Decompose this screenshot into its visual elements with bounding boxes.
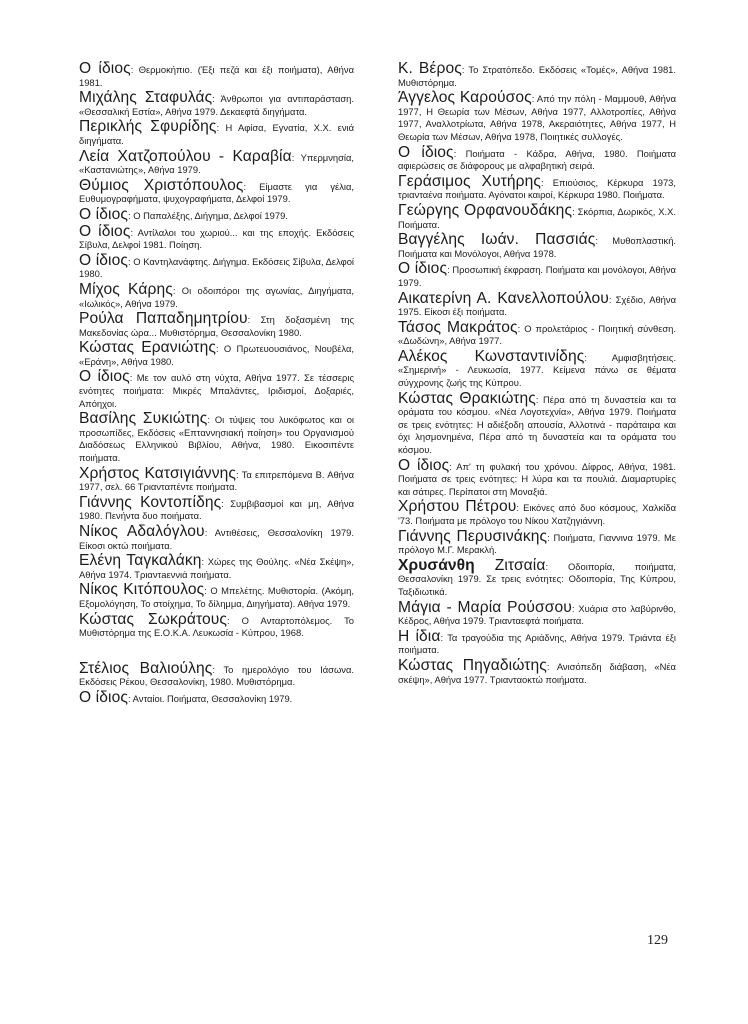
bibliography-entry: Ο ίδιος: Ανταίοι. Ποιήματα, Θεσσαλονίκη 1979.: [79, 688, 293, 706]
author-name: Αικατερίνη Α. Κανελλοπούλου: [398, 289, 609, 307]
bibliography-entry: Κώστας Σωκράτους: Ο Ανταρτοπόλεμος. Το Μυθιστόρημα της Ε.Ο.Κ.Α. Λευκωσία - Κύπρου, 1968.: [79, 610, 354, 639]
author-name: Θύμιος Χριστόπουλος: [79, 176, 244, 194]
bibliography-entry: Ρούλα Παπαδημητρίου: Στη δοξασμένη της Μακεδονίας ώρα... Μυθιστόρημα, Θεσσαλονίκη 1980.: [79, 310, 354, 338]
entry-description: Ανισόπεδη διάβαση, «Νέα σκέψη», Αθήνα 1977. Τριανταοκτώ ποιήματα.: [398, 660, 676, 685]
author-name: Ο ίδιος: [398, 260, 448, 278]
author-name: Μίχος Κάρης: [79, 280, 173, 298]
entry-description: Συμβιβασμοί και μη, Αθήνα 1980. Πενήντα δυο ποιήματα.: [79, 497, 354, 522]
author-name: Ο ίδιος: [79, 251, 129, 269]
bibliography-entry: Αλέκος Κωνσταντινίδης: Αμφισβητήσεις. «Σημερινή» - Λευκωσία, 1977. Κείμενα πάνω σε θέματα σύγχρονης ζωής της Κύπρου.: [398, 347, 676, 389]
entry-description: Χώρες της Θούλης. «Νέα Σκέψη», Αθήνα 1974. Τριαντaεννιά ποιήματα.: [79, 556, 354, 580]
author-name: Άγγελος Καρούσος: [398, 89, 532, 107]
entry-description: Το Στρατόπεδο. Εκδόσεις «Τομές», Αθήνα 1981. Μυθιστόρημα.: [398, 64, 676, 88]
entry-description: Είμαστε για γέλια, Ευθυμογραφήματα, ψυχογραφήματα, Δελφοί 1979.: [79, 180, 354, 205]
entry-description: Ο προλετάριος - Ποιητική σύνθεση. «Δωδώνη», Αθήνα 1977.: [398, 322, 676, 347]
bibliography-entry: Κώστας Πηγαδιώτης: Ανισόπεδη διάβαση, «Νέα σκέψη», Αθήνα 1977. Τριανταοκτώ ποιήματα.: [398, 656, 676, 685]
author-name: Μάγια - Μαρία Ρούσσου: [398, 598, 572, 616]
bibliography-entry: Λεία Χατζοπούλου - Καραβία: Υπερμνησία, «Καστανιώτης», Αθήνα 1979.: [79, 147, 354, 176]
bibliography-entry: Ο ίδιος: Απ' τη φυλακή του χρόνου. Δίφρος, Αθήνα, 1981. Ποιήματα σε τρεις ενότητες: Η λύρα και τα πουλιά. Διαμαρτυρίες και σάτιρες. Περίπατοι στη Μοναξιά.: [398, 456, 676, 497]
author-name: Περικλής Σφυρίδης: [79, 118, 217, 136]
bibliography-entry: Τάσος Μακράτος: Ο προλετάριος - Ποιητική σύνθεση. «Δωδώνη», Αθήνα 1977.: [398, 318, 676, 347]
bibliography-entry: Κώστας Ερανιώτης: Ο Πρωτευουσιάνος, Νουβέλα, «Εράνη», Αθήνα 1980.: [79, 339, 354, 367]
bibliography-entry: Βασίλης Συκιώτης: Οι τύψεις του λυκόφωτος και οι προσωπίδες, Εκδόσεις «Επταννησιακή ποίηση» του Οργανισμού Διαδόσεως Ελληνικού Βιβλίου, Αθήνα, 1980. Εικοσιπέντε ποιήματα.: [79, 410, 354, 464]
entry-description: Ο Παπαλέξης, Διήγημα, Δελφοί 1979.: [133, 209, 288, 221]
bibliography-entry: Χρήστος Κατσιγιάννης: Τα επιτρεπόμενα Β. Αθήνα 1977, σελ. 66 Τριανταπέντε ποιήματα.: [79, 464, 355, 493]
author-name: Γεώργης Ορφανουδάκης: [398, 201, 573, 219]
author-name: Ελένη Ταγκαλάκη: [79, 552, 202, 570]
author-name: Ο ίδιος: [79, 368, 130, 386]
author-name: Ο ίδιος: [398, 143, 454, 161]
author-name: Χρήστος Κατσιγιάννης: [79, 464, 236, 482]
bibliography-entry: Ο ίδιος: Ο Παπαλέξης, Διήγημα, Δελφοί 1979.: [79, 205, 288, 223]
author-name: Ο ίδιος: [79, 205, 128, 223]
bibliography-entry: Ελένη Ταγκαλάκη: Χώρες της Θούλης. «Νέα Σκέψη», Αθήνα 1974. Τριαντaεννιά ποιήματα.: [79, 552, 354, 580]
bibliography-entry: Ο ίδιος: Προσωπική έκφραση. Ποιήματα και μονόλογοι, Αθήνα 1979.: [398, 260, 676, 288]
author-name: Ρούλα Παπαδημητρίου: [79, 310, 248, 328]
bibliography-entry: Στέλιος Βαλιούλης: Το ημερολόγιο του Ιάσωνα. Εκδόσεις Ρέκου, Θεσσαλονίκη, 1980. Μυθιστόρημα.: [79, 659, 354, 688]
bibliography-entry: Μιχάλης Σταφυλάς: Άνθρωποι για αντιπαράσταση. «Θεσσαλική Εστία», Αθήνα 1979. Δεκαεφτά διηγήματα.: [79, 89, 354, 117]
entry-description: Τα τραγούδια της Αριάδνης, Αθήνα 1979. Τριάντα έξι ποιήματα.: [398, 631, 676, 656]
author-name: Βασίλης Συκιώτης: [79, 410, 208, 428]
bibliography-entry: Θύμιος Χριστόπουλος: Είμαστε για γέλια, Ευθυμογραφήματα, ψυχογραφήματα, Δελφοί 1979.: [79, 176, 354, 205]
author-name: Ο ίδιος: [79, 222, 131, 240]
bibliography-entry: Ο ίδιος: Με τον αυλό στη νύχτα, Αθήνα 1977. Σε τέσσερις ενότητες ποιήματα: Μικρές Μπαλάντες, Ιριδισμοί, Δοξαριές, Απόηχοι.: [79, 368, 354, 409]
bibliography-entry: Κώστας Θρακιώτης: Πέρα από τη δυναστεία και τα οράματα του κόσμου. «Νέα Λογοτεχνία», Αθήνα 1979. Ποιήματα σε τρεις ενότητες: Η αδιέξοδη απουσία, Αλλοτινά - παράταιρα και όχι λησμονημένα, Πέρα από τη δυναστεία και τα οράματα του κόσμου.: [398, 389, 676, 456]
bibliography-entry: Γιάννης Περυσινάκης: Ποιήματα, Γιαννινα 1979. Με πρόλογο Μ.Γ. Μερακλή.: [398, 527, 676, 556]
bibliography-entry: Ο ίδιος: Θερμοκήπιο. (Έξι πεζά και έξι ποιήματα), Αθήνα 1981.: [79, 60, 355, 88]
author-name: Χρήστου Πέτρου: [398, 498, 517, 516]
bibliography-entry: Ο ίδιος: Αντίλαλοι του χωριού... και της εποχής. Εκδόσεις Σίβυλα, Δελφοί 1981. Ποίηση.: [79, 222, 354, 251]
bibliography-entry: Βαγγέλης Ιωάν. Πασσιάς: Μυθοπλαστική. Ποιήματα και Μονόλογοι, Αθήνα 1978.: [398, 231, 677, 259]
entry-description: Τα επιτρεπόμενα Β. Αθήνα 1977, σελ. 66 Τριανταπέντε ποιήματα.: [79, 468, 355, 493]
author-name: Μιχάλης Σταφυλάς: [79, 89, 213, 107]
entry-description: Ο Μπελέτης. Μυθιστορία. (Ακόμη, Εξομολόγηση, Το στοίχημα, Το δίλημμα, Διηγήματα). Αθήνα 1979.: [79, 585, 354, 609]
entry-description: Ανταίοι. Ποιήματα, Θεσσαλονίκη 1979.: [132, 692, 293, 704]
author-name: Κώστας Πηγαδιώτης: [398, 656, 547, 674]
author-name: Γεράσιμος Χυτήρης: [398, 172, 542, 190]
entry-description: Εικόνες από δυο κόσμους, Χαλκίδα '73. Ποιήματα με πρόλογο του Νίκου Χατζηγιάννη.: [398, 502, 676, 526]
entry-description: Οι τύψεις του λυκόφωτος και οι προσωπίδες, Εκδόσεις «Επταννησιακή ποίηση» του Οργανισμού Διαδόσεως Ελληνικού Βιβλίου, Αθήνα, 1980. Εικοσιπέντε ποιήματα.: [79, 414, 354, 464]
author-last-name: Ζιτσαία: [494, 556, 546, 574]
bibliography-entry: Κ. Βέρος: Το Στρατόπεδο. Εκδόσεις «Τομές», Αθήνα 1981. Μυθιστόρημα.: [398, 60, 676, 88]
author-name: Νίκος Κιτόπουλος: [79, 581, 205, 599]
author-name: Κώστας Θρακιώτης: [398, 389, 536, 407]
right-column: [398, 62, 676, 688]
bibliography-entry: Μίχος Κάρης: Οι οδοιπόροι της αγωνίας, Διηγήματα, «Ιωλικός», Αθήνα 1979.: [79, 280, 355, 309]
entry-description: Στη δοξασμένη της Μακεδονίας ώρα... Μυθιστόρημα, Θεσσαλονίκη 1980.: [79, 314, 354, 338]
entry-description: Χυάρια στο λαβύρινθο, Κέδρος, Αθήνα 1979. Τριανταεφτά ποιήματα.: [398, 602, 676, 627]
entry-description: Αντίλαλοι του χωριού... και της εποχής. Εκδόσεις Σίβυλα, Δελφοί 1981. Ποίηση.: [79, 226, 354, 251]
bibliography-entry: Γεώργης Ορφανουδάκης: Σκόρπια, Δωρικός, Χ.Χ. Ποιήματα.: [398, 201, 676, 230]
entry-description: Πέρα από τη δυναστεία και τα οράματα του κόσμου. «Νέα Λογοτεχνία», Αθήνα 1979. Ποιήματα σε τρεις ενότητες: Η αδιέξοδη απουσία, Αλλοτινά - παράταιρα και όχι λησμονημένα, Πέρα από τη δυναστεία και τα οράματα του κόσμου.: [398, 393, 676, 456]
entry-description: Υπερμνησία, «Καστανιώτης», Αθήνα 1979.: [79, 151, 354, 176]
bibliography-entry: Γιάννης Κοντοπίδης: Συμβιβασμοί και μη, Αθήνα 1980. Πενήντα δυο ποιήματα.: [79, 493, 354, 522]
entry-description: Επιούσιος, Κέρκυρα 1973, τριανταένα ποιήματα. Αγόνατοι καιροί, Κέρκυρα 1980. Ποιήματα.: [398, 176, 676, 201]
entry-description: Θερμοκήπιο. (Έξι πεζά και έξι ποιήματα), Αθήνα 1981.: [79, 64, 355, 88]
bibliography-entry: Γεράσιμος Χυτήρης: Επιούσιος, Κέρκυρα 1973, τριανταένα ποιήματα. Αγόνατοι καιροί, Κέρκυρα 1980. Ποιήματα.: [398, 172, 676, 201]
entry-description: Ποιήματα, Γιαννινα 1979. Με πρόλογο Μ.Γ. Μερακλή.: [398, 531, 676, 556]
bibliography-entry: Ο ίδιος: Ο Καντηλανάφτης. Διήγημα. Εκδόσεις Σίβυλα, Δελφοί 1980.: [79, 251, 355, 280]
author-name: Λεία Χατζοπούλου - Καραβία: [79, 147, 292, 165]
bibliography-entry: Η ίδια: Τα τραγούδια της Αριάδνης, Αθήνα 1979. Τριάντα έξι ποιήματα.: [398, 627, 676, 656]
entry-description: Ποιήματα - Κάδρα, Αθήνα, 1980. Ποιήματα αφιερώσεις σε διάφορους με αλφαβητική σειρά.: [398, 147, 676, 172]
entry-description: Αμφισβητήσεις. «Σημερινή» - Λευκωσία, 1977. Κείμενα πάνω σε θέματα σύγχρονης ζωής της Κύπρου.: [398, 351, 676, 389]
entry-description: Οι οδοιπόροι της αγωνίας, Διηγήματα, «Ιωλικός», Αθήνα 1979.: [79, 284, 355, 309]
bibliography-entry: Αικατερίνη Α. Κανελλοπούλου: Σχέδιο, Αθήνα 1975. Είκοσι έξι ποιήματα.: [398, 289, 676, 318]
entry-description: Σκόρπια, Δωρικός, Χ.Χ. Ποιήματα.: [398, 205, 676, 230]
bibliography-entry: Περικλής Σφυρίδης: Η Αφίσα, Εγνατία, Χ.Χ. ενιά διηγήματα.: [79, 118, 355, 146]
entry-description: Σχέδιο, Αθήνα 1975. Είκοσι έξι ποιήματα.: [398, 293, 676, 318]
author-name: Ο ίδιος: [79, 60, 131, 77]
entry-description: Ο Πρωτευουσιάνος, Νουβέλα, «Εράνη», Αθήνα 1980.: [79, 343, 354, 367]
author-name: Βαγγέλης Ιωάν. Πασσιάς: [398, 231, 596, 249]
author-name: Στέλιος Βαλιούλης: [79, 659, 213, 677]
author-name: Νίκος Αδαλόγλου: [79, 523, 205, 540]
bibliography-entry: Χρήστου Πέτρου: Εικόνες από δυο κόσμους, Χαλκίδα '73. Ποιήματα με πρόλογο του Νίκου Χατζηγιάννη.: [398, 498, 676, 526]
entry-description: Προσωπική έκφραση. Ποιήματα και μονόλογοι, Αθήνα 1979.: [398, 264, 676, 288]
entry-description: Οδοιπορία, ποιήματα, Θεσσαλονίκη 1979. Σε τρεις ενότητες: Οδοιπορία, Της Κύπρου, Ταξιδιωτικά.: [398, 560, 676, 597]
entry-description: Ο Ανταρτοπόλεμος. Το Μυθιστόρημα της Ε.Ο.Κ.Α. Λευκωσία - Κύπρου, 1968.: [79, 614, 354, 639]
author-name: Η ίδια: [398, 627, 441, 645]
entry-description: Αντιθέσεις, Θεσσαλονίκη 1979. Είκοσι οκτώ ποιήματα.: [79, 527, 354, 551]
author-name: Ο ίδιος: [398, 456, 450, 474]
entry-description: Από την πόλη - Μαμμουθ, Αθήνα 1977, Η Θεωρία των Μέσων, Αθήνα 1977, Αλλοτροπίες, Αθήνα 1977, Αναλλοτρίωτα, Αθήνα 1978, Ακεραιότητες, Αθήνα 1977, Η Θεωρία των Μέσων, Αθήνα 1978, Ποιητικές συλλογές.: [398, 93, 676, 142]
bibliography-entry: Νίκος Κιτόπουλος: Ο Μπελέτης. Μυθιστορία. (Ακόμη, Εξομολόγηση, Το στοίχημα, Το δίλημμα, Διηγήματα). Αθήνα 1979.: [79, 581, 354, 609]
entry-description: Ο Καντηλανάφτης. Διήγημα. Εκδόσεις Σίβυλα, Δελφοί 1980.: [79, 255, 355, 280]
left-column: [79, 62, 354, 708]
author-name: Ο ίδιος: [79, 688, 128, 706]
bibliography-entry: Νίκος Αδαλόγλου: Αντιθέσεις, Θεσσαλονίκη 1979. Είκοσι οκτώ ποιήματα.: [79, 523, 354, 551]
entry-description: Η Αφίσα, Εγνατία, Χ.Χ. ενιά διηγήματα.: [79, 122, 355, 146]
bibliography-entry: Χρυσάνθη Ζιτσαία: Οδοιπορία, ποιήματα, Θεσσαλονίκη 1979. Σε τρεις ενότητες: Οδοιπορία, Της Κύπρου, Ταξιδιωτικά.: [398, 556, 676, 597]
entry-description: Άνθρωποι για αντιπαράσταση. «Θεσσαλική Εστία», Αθήνα 1979. Δεκαεφτά διηγήματα.: [79, 93, 354, 117]
author-name: Τάσος Μακράτος: [398, 318, 518, 336]
bibliography-entry: Μάγια - Μαρία Ρούσσου: Χυάρια στο λαβύρινθο, Κέδρος, Αθήνα 1979. Τριανταεφτά ποιήματα.: [398, 598, 676, 627]
column-gap: [79, 642, 354, 662]
entry-description: Με τον αυλό στη νύχτα, Αθήνα 1977. Σε τέσσερις ενότητες ποιήματα: Μικρές Μπαλάντες, Ιριδισμοί, Δοξαριές, Απόηχοι.: [79, 372, 354, 409]
author-name: Κώστας Ερανιώτης: [79, 339, 216, 357]
author-first-name: Χρυσάνθη: [398, 556, 475, 574]
entry-description: Απ' τη φυλακή του χρόνου. Δίφρος, Αθήνα, 1981. Ποιήματα σε τρεις ενότητες: Η λύρα και τα πουλιά. Διαμαρτυρίες και σάτιρες. Περίπατοι στη Μοναξιά.: [398, 460, 676, 497]
author-name: Κώστας Σωκράτους: [79, 610, 228, 628]
bibliography-entry: Ο ίδιος: Ποιήματα - Κάδρα, Αθήνα, 1980. Ποιήματα αφιερώσεις σε διάφορους με αλφαβητική σειρά.: [398, 143, 676, 172]
entry-description: Το ημερολόγιο του Ιάσωνα. Εκδόσεις Ρέκου, Θεσσαλονίκη, 1980. Μυθιστόρημα.: [79, 663, 354, 688]
author-name: Κ. Βέρος: [398, 60, 462, 77]
author-name: Γιάννης Κοντοπίδης: [79, 493, 222, 511]
author-name: Αλέκος Κωνσταντινίδης: [398, 347, 585, 365]
page-number: 129: [647, 933, 668, 948]
author-name: Γιάννης Περυσινάκης: [398, 527, 548, 545]
entry-description: Μυθοπλαστική. Ποιήματα και Μονόλογοι, Αθήνα 1978.: [398, 235, 677, 259]
bibliography-entry: Άγγελος Καρούσος: Από την πόλη - Μαμμουθ, Αθήνα 1977, Η Θεωρία των Μέσων, Αθήνα 1977, Αλλοτροπίες, Αθήνα 1977, Αναλλοτρίωτα, Αθήνα 1978, Ακεραιότητες, Αθήνα 1977, Η Θεωρία των Μέσων, Αθήνα 1978, Ποιητικές συλλογές.: [398, 89, 676, 142]
